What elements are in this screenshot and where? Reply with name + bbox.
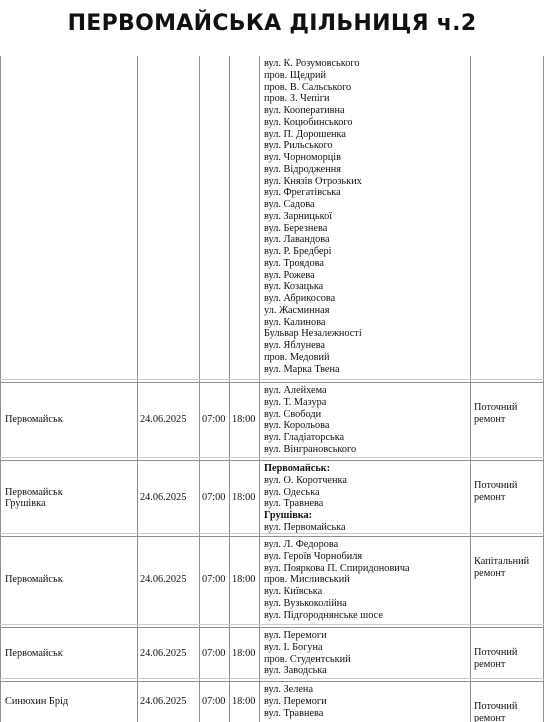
- settlement-name: Первомайськ: [5, 647, 63, 659]
- date-cell: 24.06.2025: [140, 695, 187, 707]
- street-item: вул. Т. Мазура: [264, 396, 327, 408]
- date-cell: 24.06.2025: [140, 414, 187, 426]
- street-item: вул. Свободи: [264, 408, 322, 420]
- street-item: вул. Корольова: [264, 420, 330, 432]
- street-item: вул. Р. Бредбері: [264, 246, 332, 257]
- street-item: вул. Первомайська: [264, 521, 346, 533]
- street-item: вул. Перемоги: [264, 630, 327, 641]
- street-item: вул. Козацька: [264, 281, 324, 293]
- street-list: [264, 385, 469, 456]
- outage-schedule-table: [0, 56, 544, 722]
- date-cell: 24.06.2025: [140, 492, 187, 504]
- street-item: вул. Садова: [264, 199, 315, 210]
- street-item: вул. Яблунева: [264, 340, 326, 351]
- street-item: ул. Жасминная: [264, 304, 330, 316]
- work-type-cell: [474, 701, 542, 722]
- street-item: вул. Вінграновського: [264, 443, 357, 455]
- street-item: вул. Калинова: [264, 316, 326, 328]
- street-item: вул. Героїв Чорнобиля: [264, 550, 363, 562]
- work-type-cell: [474, 556, 542, 579]
- work-type-text: ремонт: [474, 712, 506, 722]
- start-time-cell: 07:00: [202, 574, 226, 586]
- work-type-cell: [474, 402, 542, 425]
- street-item: вул. Зарницької: [264, 210, 333, 222]
- settlement-name: Первомайськ: [5, 414, 63, 426]
- street-item: вул. К. Розумовського: [264, 58, 360, 69]
- row-divider: [0, 382, 544, 383]
- street-item: вул. Л. Федорова: [264, 539, 339, 550]
- column-divider: [259, 56, 260, 722]
- street-item: вул. П. Дорошенка: [264, 128, 346, 140]
- row-divider: [0, 460, 544, 461]
- row-divider: [0, 379, 544, 380]
- work-type-cell: [474, 647, 542, 670]
- street-list: [264, 684, 469, 719]
- end-time-cell: 18:00: [232, 492, 256, 504]
- street-item: вул. Рожева: [264, 269, 315, 281]
- work-type-text: Поточний: [474, 480, 518, 491]
- street-item: вул. Травнева: [264, 707, 324, 719]
- end-time-cell: 18:00: [232, 574, 256, 586]
- column-divider: [470, 56, 471, 722]
- street-item: вул. Березнева: [264, 222, 328, 234]
- settlement-cell: [5, 487, 135, 510]
- street-item: вул. Марка Твена: [264, 363, 340, 375]
- street-item: пров. Мисливський: [264, 574, 350, 586]
- street-item: вул. Травнева: [264, 498, 324, 510]
- work-type-text: Поточний: [474, 402, 518, 413]
- page-title: ПЕРВОМАЙСЬКА ДІЛЬНИЦЯ ч.2: [67, 11, 477, 36]
- street-item: вул. І. Богуна: [264, 641, 323, 653]
- settlement-cell: [5, 648, 135, 660]
- settlement-name: Синюхин Брід: [5, 695, 69, 707]
- settlement-cell: [5, 414, 135, 426]
- street-item: Бульвар Незалежності: [264, 328, 362, 340]
- row-divider: [0, 678, 544, 679]
- start-time-cell: 07:00: [202, 647, 226, 659]
- settlement-name: Первомайськ: [5, 486, 63, 498]
- settlement-name: Первомайськ: [5, 574, 63, 586]
- date-cell: 24.06.2025: [140, 647, 187, 659]
- street-item: вул. Абрикосова: [264, 293, 336, 304]
- street-item: вул. Гладіаторська: [264, 432, 345, 443]
- street-item: вул. Фрегатівська: [264, 187, 341, 199]
- column-divider: [229, 56, 230, 722]
- street-item: вул. Троядова: [264, 257, 324, 269]
- end-time-cell: 18:00: [232, 414, 256, 426]
- continued-street-list: [264, 58, 469, 375]
- column-divider: [199, 56, 200, 722]
- work-type-text: ремонт: [474, 658, 506, 670]
- street-item: вул. Коцюбинського: [264, 116, 353, 128]
- work-type-cell: [474, 480, 542, 503]
- street-item: вул. Пояркова П. Спиридоновича: [264, 562, 410, 574]
- settlement-heading: Первомайськ:: [264, 463, 331, 474]
- settlement-heading: Грушівка:: [264, 510, 313, 521]
- row-divider: [0, 627, 544, 628]
- street-item: вул. Кооперативна: [264, 105, 345, 116]
- street-item: пров. Щедрий: [264, 69, 327, 81]
- date-cell: 24.06.2025: [140, 574, 187, 586]
- work-type-text: ремонт: [474, 491, 506, 503]
- street-item: вул. Заводська: [264, 665, 327, 677]
- street-item: вул. Перемоги: [264, 695, 327, 707]
- work-type-text: ремонт: [474, 413, 506, 425]
- start-time-cell: 07:00: [202, 695, 226, 707]
- street-item: вул. Вузькоколійна: [264, 597, 347, 609]
- street-item: пров. Студентський: [264, 653, 351, 665]
- street-item: вул. Лавандова: [264, 234, 330, 246]
- column-divider: [0, 56, 1, 722]
- row-divider: [0, 536, 544, 537]
- street-item: пров. В. Сальського: [264, 81, 352, 93]
- end-time-cell: 18:00: [232, 695, 256, 707]
- end-time-cell: 18:00: [232, 647, 256, 659]
- street-item: вул. Зелена: [264, 684, 314, 695]
- street-item: пров. З. Чепіги: [264, 93, 330, 105]
- street-item: вул. Чорноморців: [264, 152, 341, 163]
- work-type-text: Капітальний: [474, 556, 530, 567]
- street-item: пров. Медовий: [264, 351, 330, 363]
- street-item: вул. Рильського: [264, 140, 333, 152]
- settlement-cell: [5, 696, 135, 708]
- street-item: вул. Князів Отрозьких: [264, 175, 362, 187]
- work-type-text: ремонт: [474, 567, 506, 579]
- start-time-cell: 07:00: [202, 492, 226, 504]
- street-item: вул. О. Коротченка: [264, 474, 347, 486]
- street-item: вул. Алейхема: [264, 385, 327, 396]
- street-list: [264, 630, 469, 677]
- street-item: вул. Підгороднянське шосе: [264, 609, 383, 621]
- row-divider: [0, 457, 544, 458]
- settlement-cell: [5, 574, 135, 586]
- start-time-cell: 07:00: [202, 414, 226, 426]
- row-divider: [0, 681, 544, 682]
- column-divider: [137, 56, 138, 722]
- street-item: вул. Відродження: [264, 163, 342, 175]
- work-type-text: Поточний: [474, 701, 518, 712]
- row-divider: [0, 624, 544, 625]
- street-item: вул. Одеська: [264, 486, 320, 498]
- street-list: [264, 463, 469, 534]
- work-type-text: Поточний: [474, 647, 518, 658]
- street-list: [264, 539, 469, 621]
- settlement-name: Грушівка: [5, 498, 46, 510]
- street-item: вул. Київська: [264, 586, 323, 597]
